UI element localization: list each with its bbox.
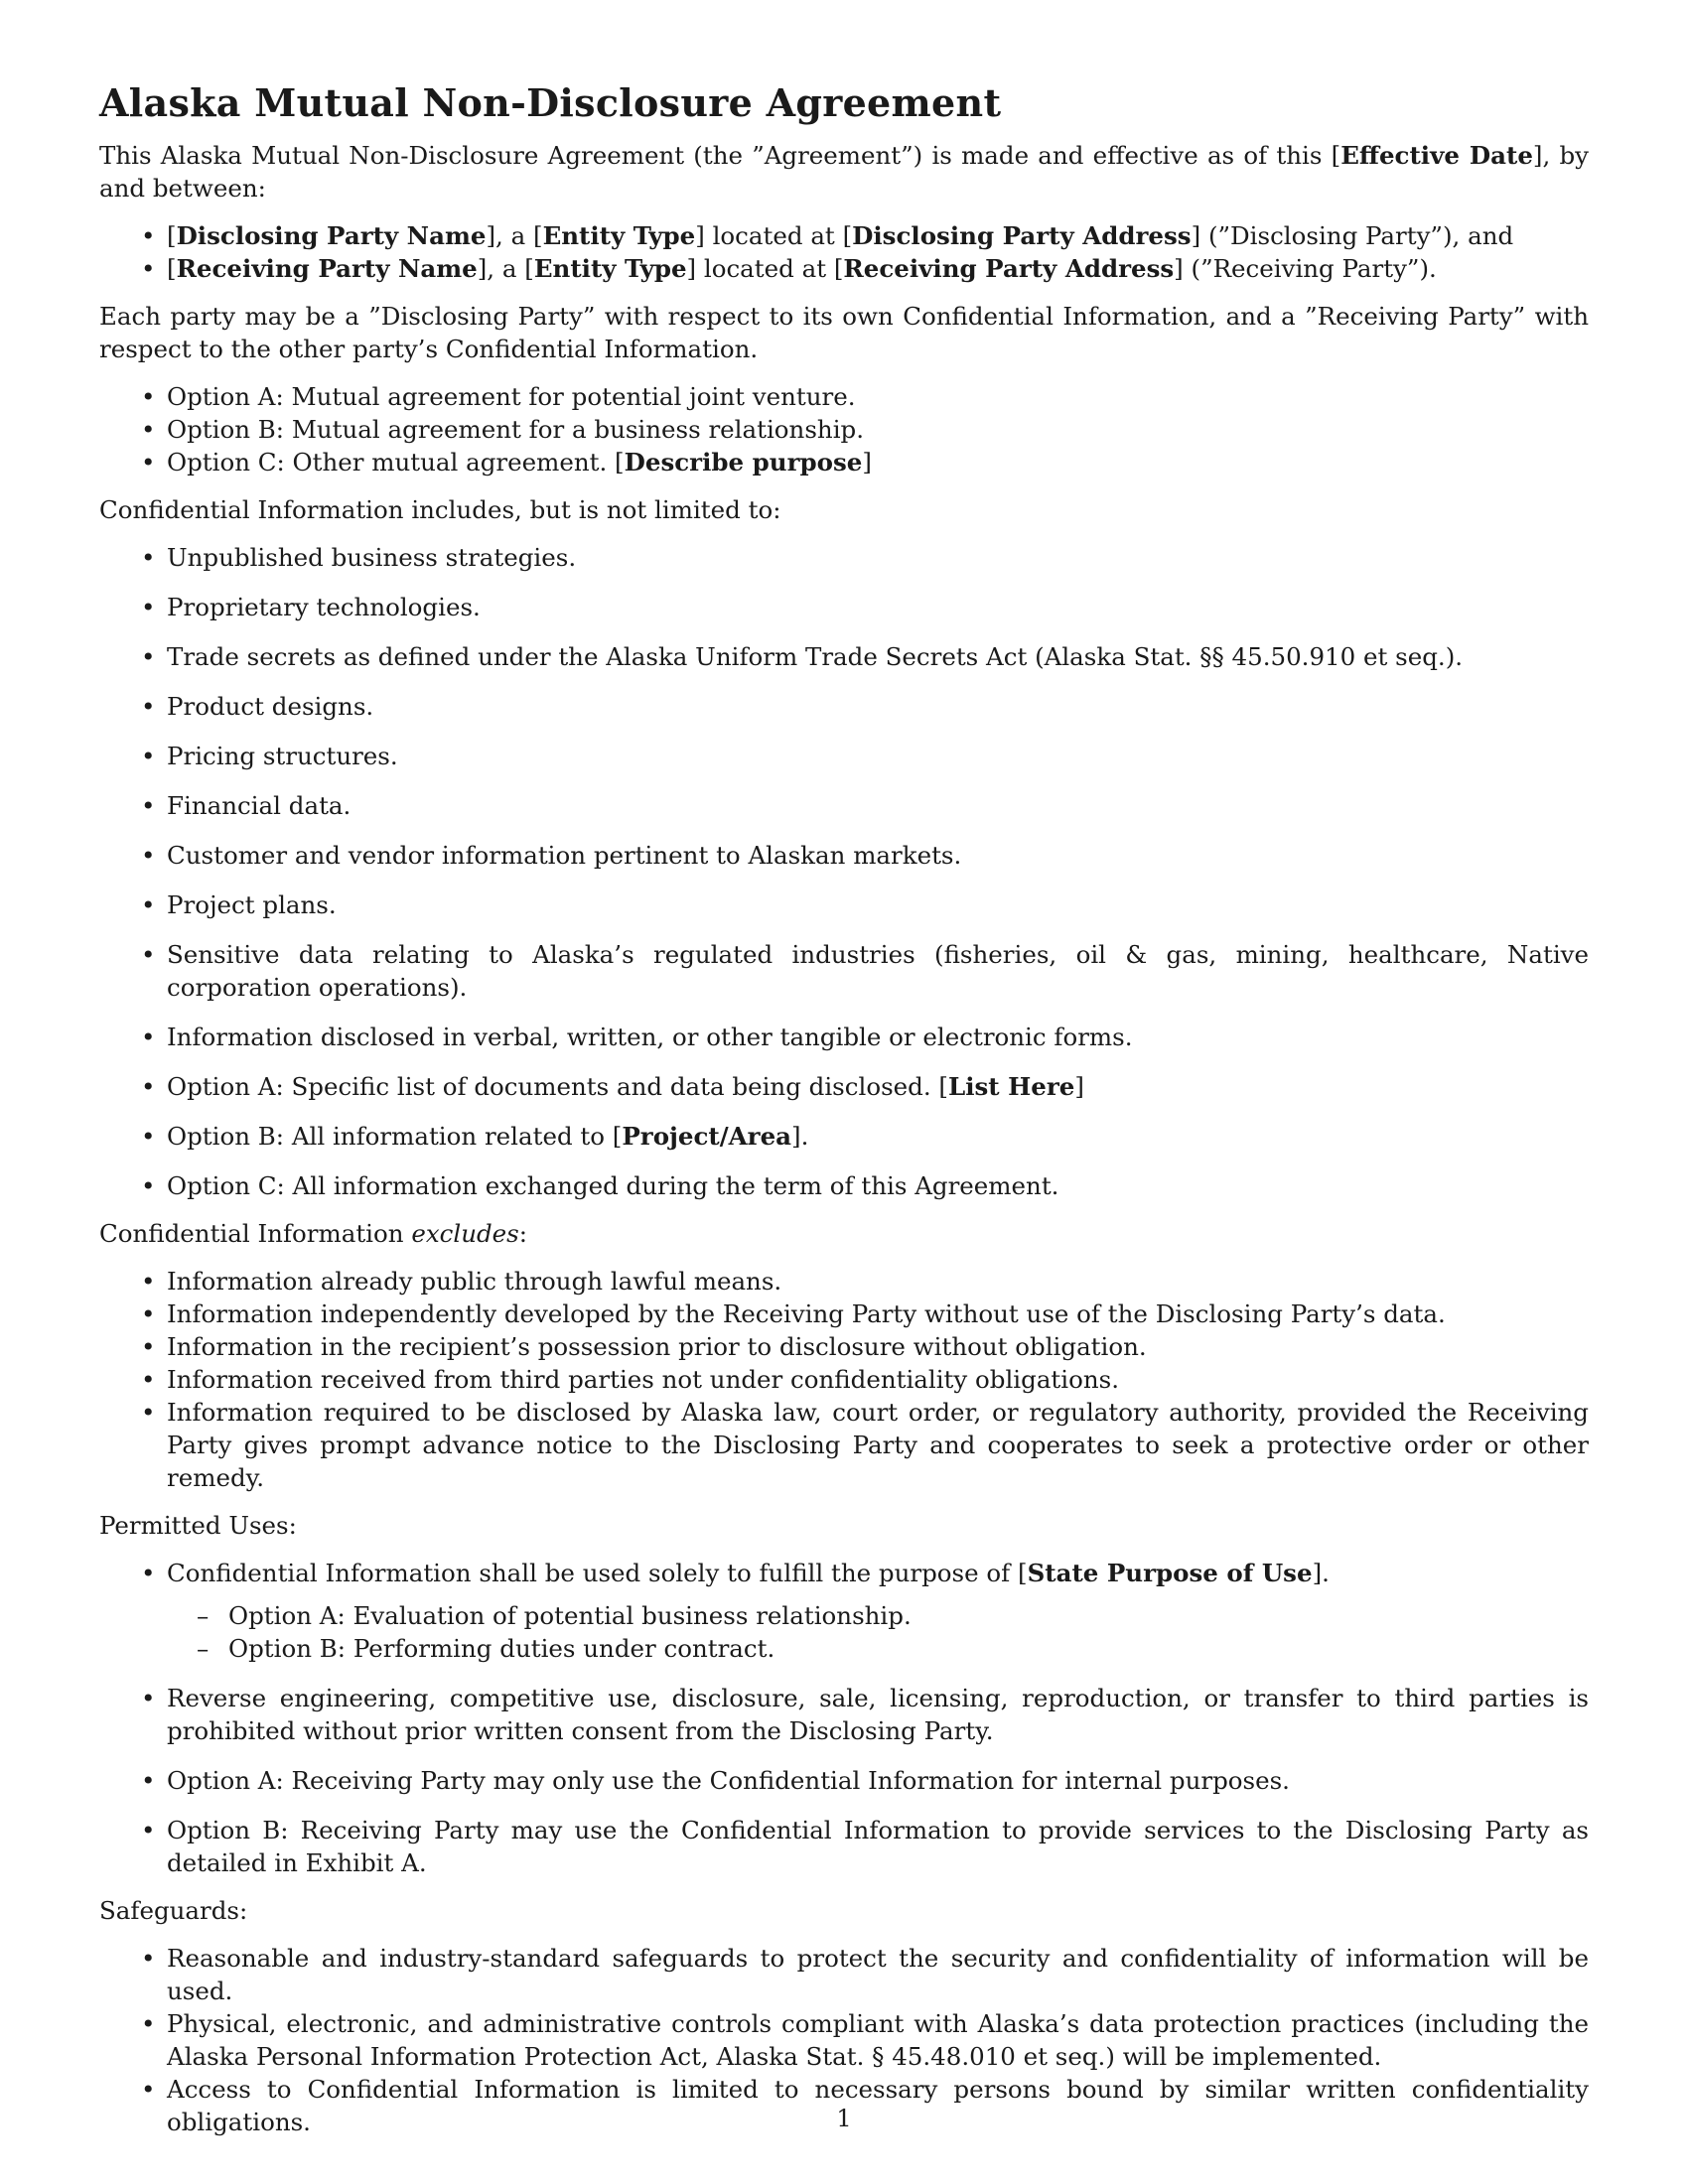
purpose-option: • Option A: Mutual agreement for potential joint venture.: [99, 380, 1589, 413]
intro-suffix: ], by and between:: [99, 141, 1589, 203]
party-item: [99, 252, 1589, 285]
state-purpose-placeholder: State Purpose of Use: [1027, 1559, 1313, 1587]
heading-text: Confidential Information: [99, 1219, 412, 1248]
entity-type-placeholder: Entity Type: [542, 221, 696, 250]
list-item: • Information independently developed by the Receiving Party without use of the Disclosing Party’s data.: [99, 1297, 1589, 1330]
list-item: • Product designs.: [99, 690, 1589, 723]
sub-list-item: – Option B: Performing duties under contract.: [167, 1632, 1589, 1665]
safeguards-heading: Safeguards:: [99, 1896, 248, 1925]
list-item: • Project plans.: [99, 888, 1589, 921]
excludes-heading: [99, 1217, 1589, 1250]
list-item: • Financial data.: [99, 789, 1589, 822]
intro-prefix: This Alaska Mutual Non-Disclosure Agreement (the ”Agreement”) is made and effective as of this [: [99, 141, 1341, 170]
party-text: ] located at [: [695, 221, 853, 250]
list-item: • Trade secrets as defined under the Alaska Uniform Trade Secrets Act (Alaska Stat. §§ 45.50.910 et seq.).: [99, 640, 1589, 673]
includes-heading: Confidential Information includes, but is not limited to:: [99, 495, 781, 524]
list-item: • Option A: Receiving Party may only use the Confidential Information for internal purposes.: [99, 1764, 1589, 1797]
list-here-placeholder: List Here: [947, 1072, 1075, 1101]
mutual-statement: Each party may be a ”Disclosing Party” with respect to its own Confidential Information, and a ”Receiving Party” with respect to the other party’s Confidential Information.: [99, 302, 1589, 363]
list-item: • Information disclosed in verbal, written, or other tangible or electronic forms.: [99, 1021, 1589, 1053]
excludes-list: [99, 1265, 1589, 1494]
includes-list: [99, 541, 1589, 1202]
party-text: ], a [: [477, 254, 534, 283]
party-name-placeholder: Receiving Party Name: [176, 254, 478, 283]
list-item: • Information already public through lawful means.: [99, 1265, 1589, 1297]
option-text: ].: [791, 1122, 809, 1151]
party-text: ] (”Disclosing Party”), and: [1191, 221, 1514, 250]
list-item: • Information in the recipient’s possession prior to disclosure without obligation.: [99, 1330, 1589, 1363]
sub-list-item: – Option A: Evaluation of potential business relationship.: [167, 1599, 1589, 1632]
party-item: [99, 219, 1589, 252]
list-item: • Information required to be disclosed by Alaska law, court order, or regulatory authority, provided the Receiving Party gives prompt advance notice to the Disclosing Party and cooperates to seek a protective order or other remedy.: [99, 1396, 1589, 1494]
option-text: Option B: All information related to [: [167, 1122, 623, 1151]
list-item: • Pricing structures.: [99, 740, 1589, 772]
permitted-list: [99, 1557, 1589, 1879]
list-item: [99, 1557, 1589, 1665]
project-area-placeholder: Project/Area: [622, 1122, 792, 1151]
entity-type-placeholder: Entity Type: [533, 254, 687, 283]
parties-list: [99, 219, 1589, 285]
describe-purpose-placeholder: Describe purpose: [624, 448, 863, 477]
page-number: 1: [836, 2105, 852, 2132]
heading-text: :: [518, 1219, 528, 1248]
intro-paragraph: [99, 139, 1589, 205]
document-page: [99, 79, 1589, 2153]
option-text: ]: [862, 448, 872, 477]
purpose-sub-options: [167, 1599, 1589, 1665]
list-item: • Sensitive data relating to Alaska’s regulated industries (fisheries, oil & gas, mining, healthcare, Native corporation operations).: [99, 938, 1589, 1004]
list-item: [99, 1120, 1589, 1153]
party-name-placeholder: Disclosing Party Name: [176, 221, 487, 250]
option-text: ].: [1312, 1559, 1330, 1587]
option-text: Confidential Information shall be used solely to fulfill the purpose of [: [167, 1559, 1028, 1587]
effective-date-placeholder: Effective Date: [1340, 141, 1533, 170]
permitted-heading: Permitted Uses:: [99, 1511, 297, 1540]
party-address-placeholder: Disclosing Party Address: [852, 221, 1192, 250]
purpose-option: [99, 446, 1589, 478]
option-text: Option C: Other mutual agreement. [: [167, 448, 625, 477]
purpose-options-list: [99, 380, 1589, 478]
list-item: • Unpublished business strategies.: [99, 541, 1589, 574]
excludes-emphasis: excludes: [411, 1219, 519, 1248]
list-item: • Reasonable and industry-standard safeguards to protect the security and confidentiality of information will be used.: [99, 1942, 1589, 2007]
list-item: • Access to Confidential Information is limited to necessary persons bound by similar written confidentiality obligations.: [99, 2073, 1589, 2138]
list-item: [99, 1070, 1589, 1103]
bracket: [: [167, 254, 177, 283]
list-item: • Physical, electronic, and administrative controls compliant with Alaska’s data protection practices (including the Alaska Personal Information Protection Act, Alaska Stat. § 45.48.010 et seq.) will be implemented.: [99, 2007, 1589, 2073]
list-item: • Reverse engineering, competitive use, disclosure, sale, licensing, reproduction, or transfer to third parties is prohibited without prior written consent from the Disclosing Party.: [99, 1682, 1589, 1747]
party-text: ] located at [: [686, 254, 844, 283]
option-text: Option A: Specific list of documents and data being disclosed. [: [167, 1072, 948, 1101]
party-text: ], a [: [486, 221, 543, 250]
list-item: • Customer and vendor information pertinent to Alaskan markets.: [99, 839, 1589, 872]
option-text: ]: [1074, 1072, 1084, 1101]
list-item: • Option C: All information exchanged during the term of this Agreement.: [99, 1169, 1589, 1202]
party-text: ] (”Receiving Party”).: [1174, 254, 1437, 283]
bracket: [: [167, 221, 177, 250]
purpose-option: • Option B: Mutual agreement for a business relationship.: [99, 413, 1589, 446]
document-title: Alaska Mutual Non-Disclosure Agreement: [99, 80, 1002, 125]
list-item: • Proprietary technologies.: [99, 591, 1589, 623]
party-address-placeholder: Receiving Party Address: [843, 254, 1175, 283]
list-item: • Option B: Receiving Party may use the Confidential Information to provide services to the Disclosing Party as detailed in Exhibit A.: [99, 1814, 1589, 1879]
list-item: • Information received from third parties not under confidentiality obligations.: [99, 1363, 1589, 1396]
